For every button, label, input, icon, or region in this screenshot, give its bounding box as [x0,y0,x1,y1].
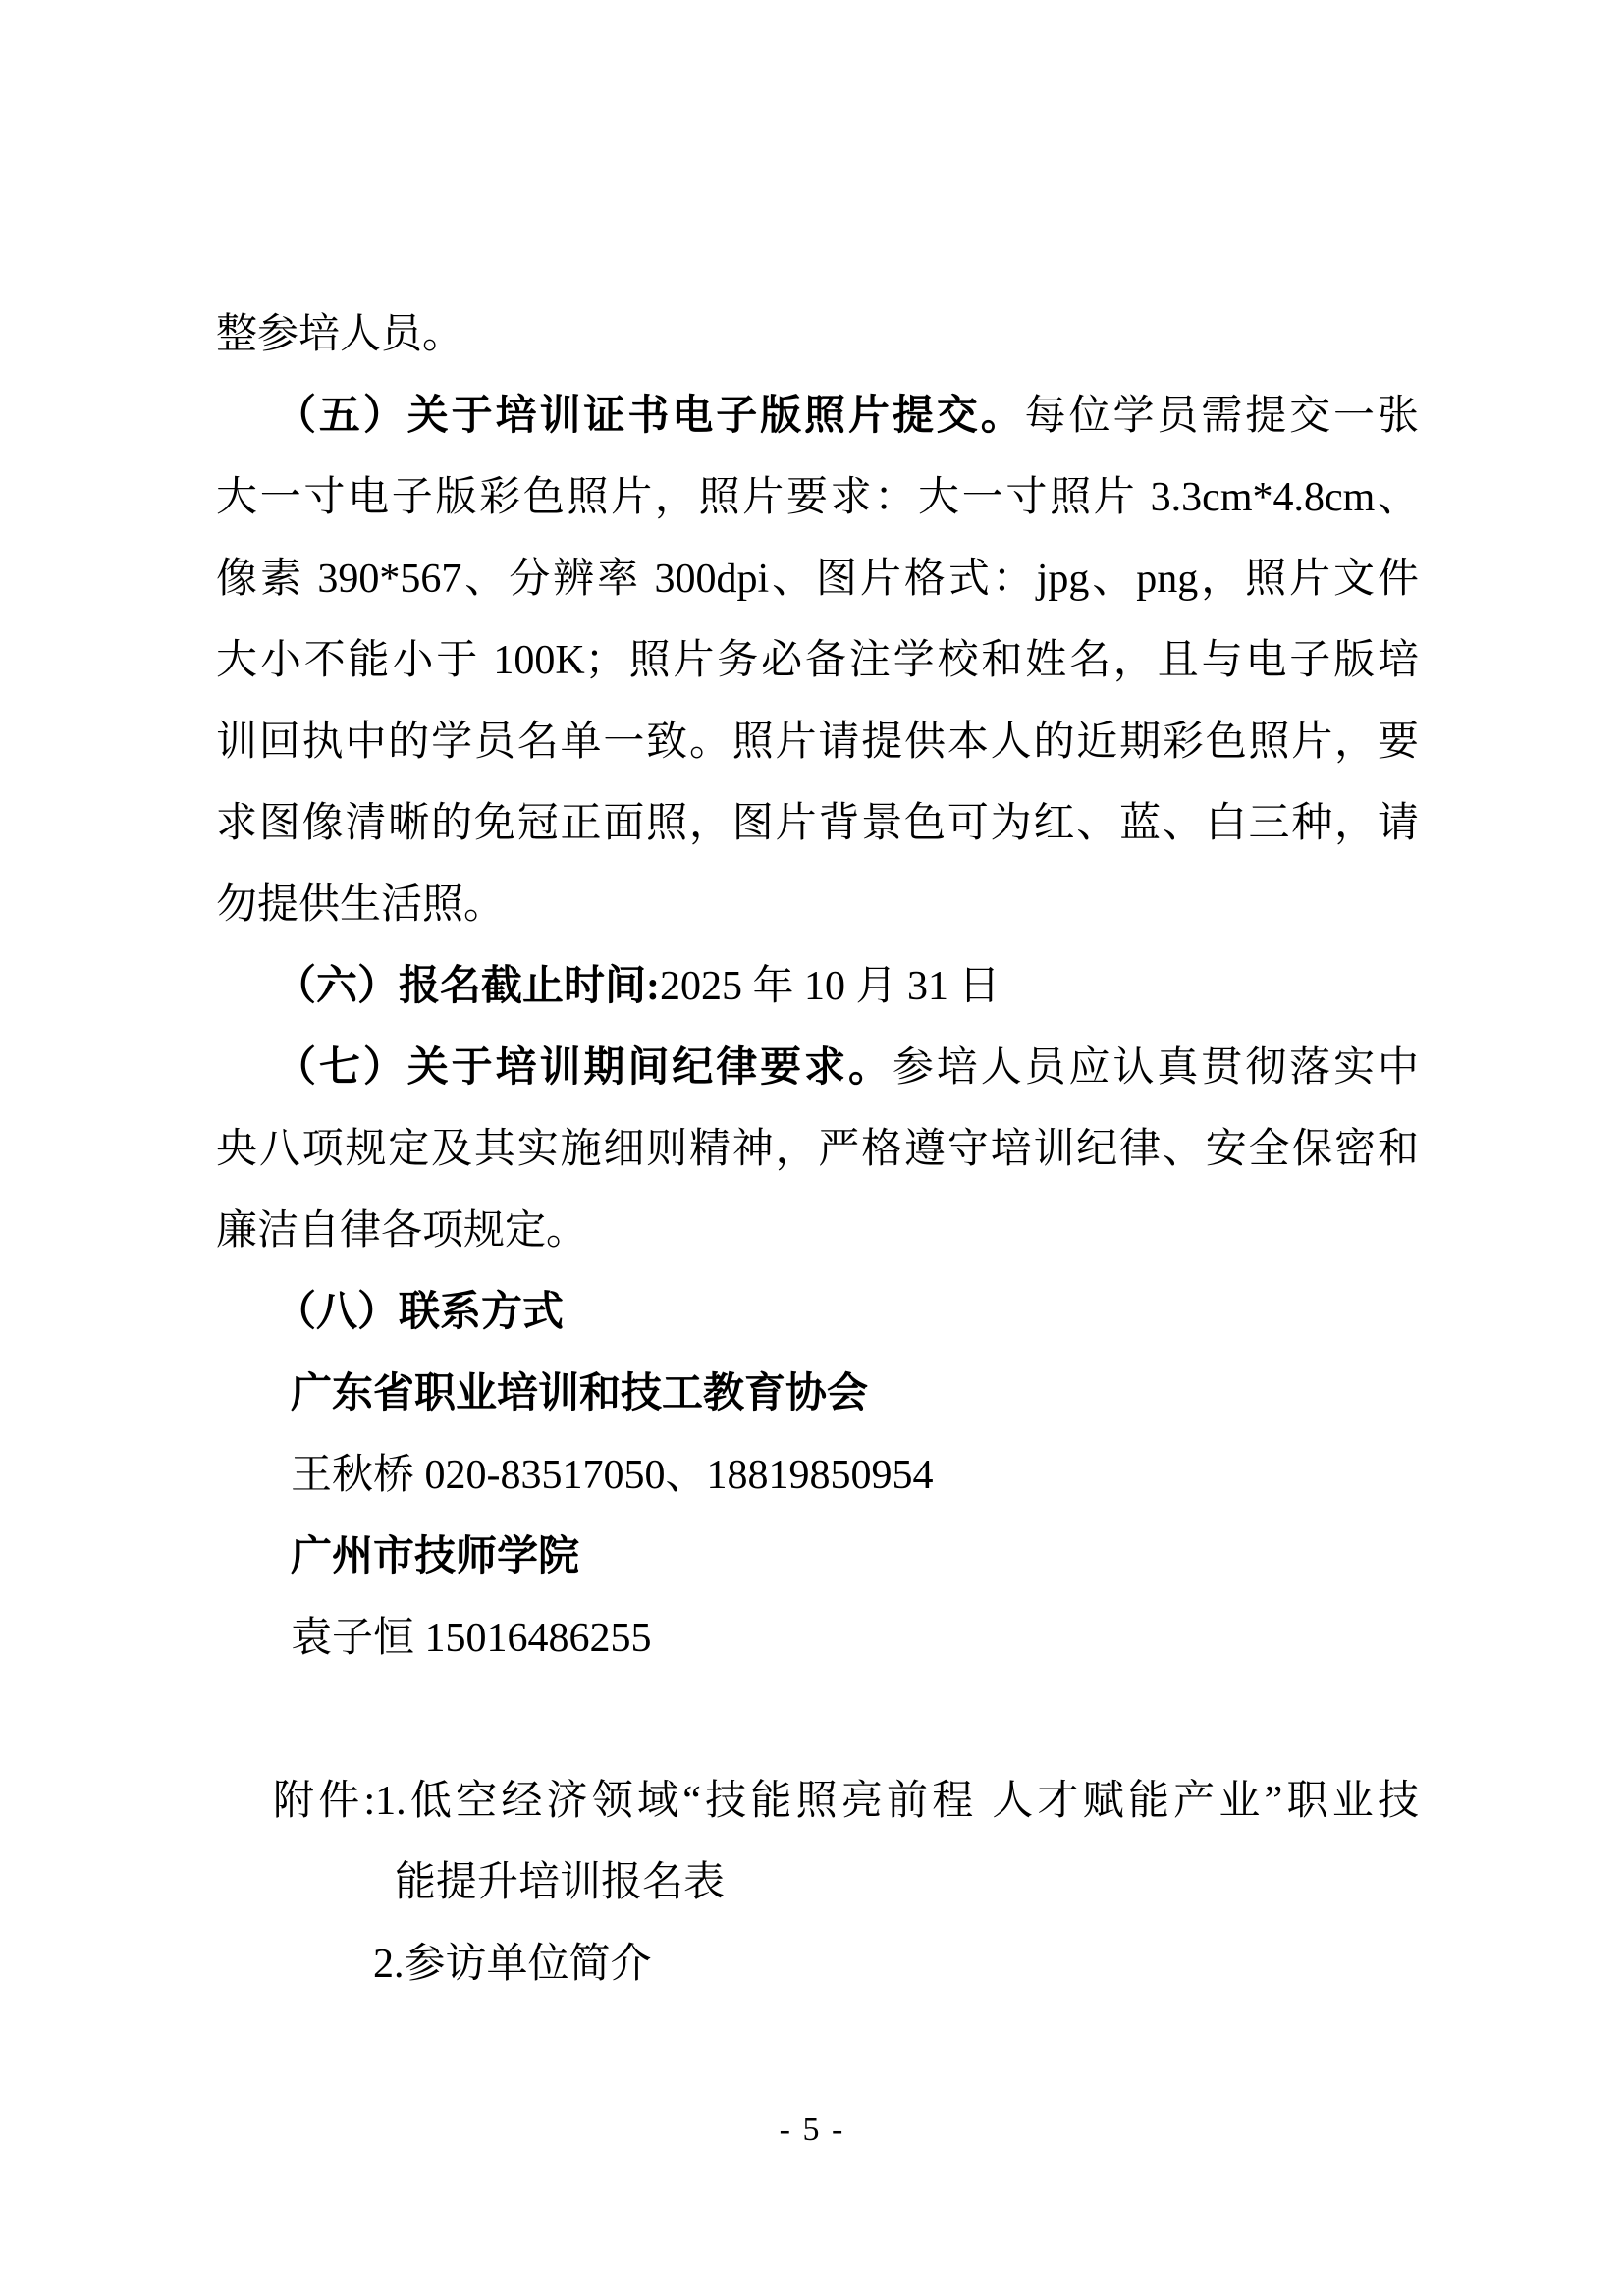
text-line [216,376,1419,457]
text-segment-bold: 广州市技师学院 [291,1534,580,1579]
text-line [216,457,1419,539]
text-segment-bold: （六）报名截止时间: [275,964,660,1009]
text-line [216,1761,1419,1842]
text-segment: 大一寸电子版彩色照片，照片要求：大一寸照片 3.3cm*4.8cm、 [216,475,1419,520]
text-segment: 央八项规定及其实施细则精神，严格遵守培训纪律、安全保密和 [216,1127,1419,1172]
text-segment: 训回执中的学员名单一致。照片请提供本人的近期彩色照片，要 [216,720,1419,765]
text-segment-bold: （七）关于培训期间纪律要求。 [275,1045,893,1091]
text-line [216,1272,1419,1354]
text-line [216,1028,1419,1109]
text-line [216,1517,1419,1598]
text-line [216,946,1419,1028]
text-line [216,1924,1419,2005]
text-segment: 2.参访单位简介 [373,1942,652,1987]
text-segment: 大小不能小于 100K；照片务必备注学校和姓名，且与电子版培 [216,638,1419,683]
text-line [216,702,1419,783]
text-line [216,1109,1419,1191]
text-segment: 袁子恒 15016486255 [291,1616,652,1661]
text-line [216,865,1419,946]
text-segment: 求图像清晰的免冠正面照，图片背景色可为红、蓝、白三种，请 [216,801,1419,846]
blank-line [216,1680,1419,1761]
text-segment: 勿提供生活照。 [216,882,506,928]
text-segment: 像素 390*567、分辨率 300dpi、图片格式：jpg、png，照片文件 [216,557,1419,602]
text-line [216,294,1419,376]
text-segment-bold: （五）关于培训证书电子版照片提交。 [275,394,1025,439]
text-line [216,620,1419,702]
text-segment: 能提升培训报名表 [395,1860,726,1905]
text-segment-bold: 广东省职业培训和技工教育协会 [291,1371,869,1416]
document-body [216,294,1419,2005]
text-segment: 王秋桥 020-83517050、18819850954 [291,1453,934,1498]
text-segment: 2025 年 10 月 31 日 [660,964,1001,1009]
text-line [216,1598,1419,1680]
text-segment: 参培人员应认真贯彻落实中 [892,1045,1419,1091]
text-segment: 附件:1.低空经济领域“技能照亮前程 人才赋能产业”职业技 [273,1779,1419,1824]
text-line [216,1435,1419,1517]
text-line [216,1354,1419,1435]
text-line [216,783,1419,865]
page-number: - 5 - [779,2111,845,2148]
text-line [216,1842,1419,1924]
text-line [216,1191,1419,1272]
text-segment: 每位学员需提交一张 [1024,394,1419,439]
text-segment: 廉洁自律各项规定。 [216,1208,588,1254]
text-segment: 整参培人员。 [216,312,464,357]
text-line [216,539,1419,620]
text-segment-bold: （八）联系方式 [275,1290,565,1335]
